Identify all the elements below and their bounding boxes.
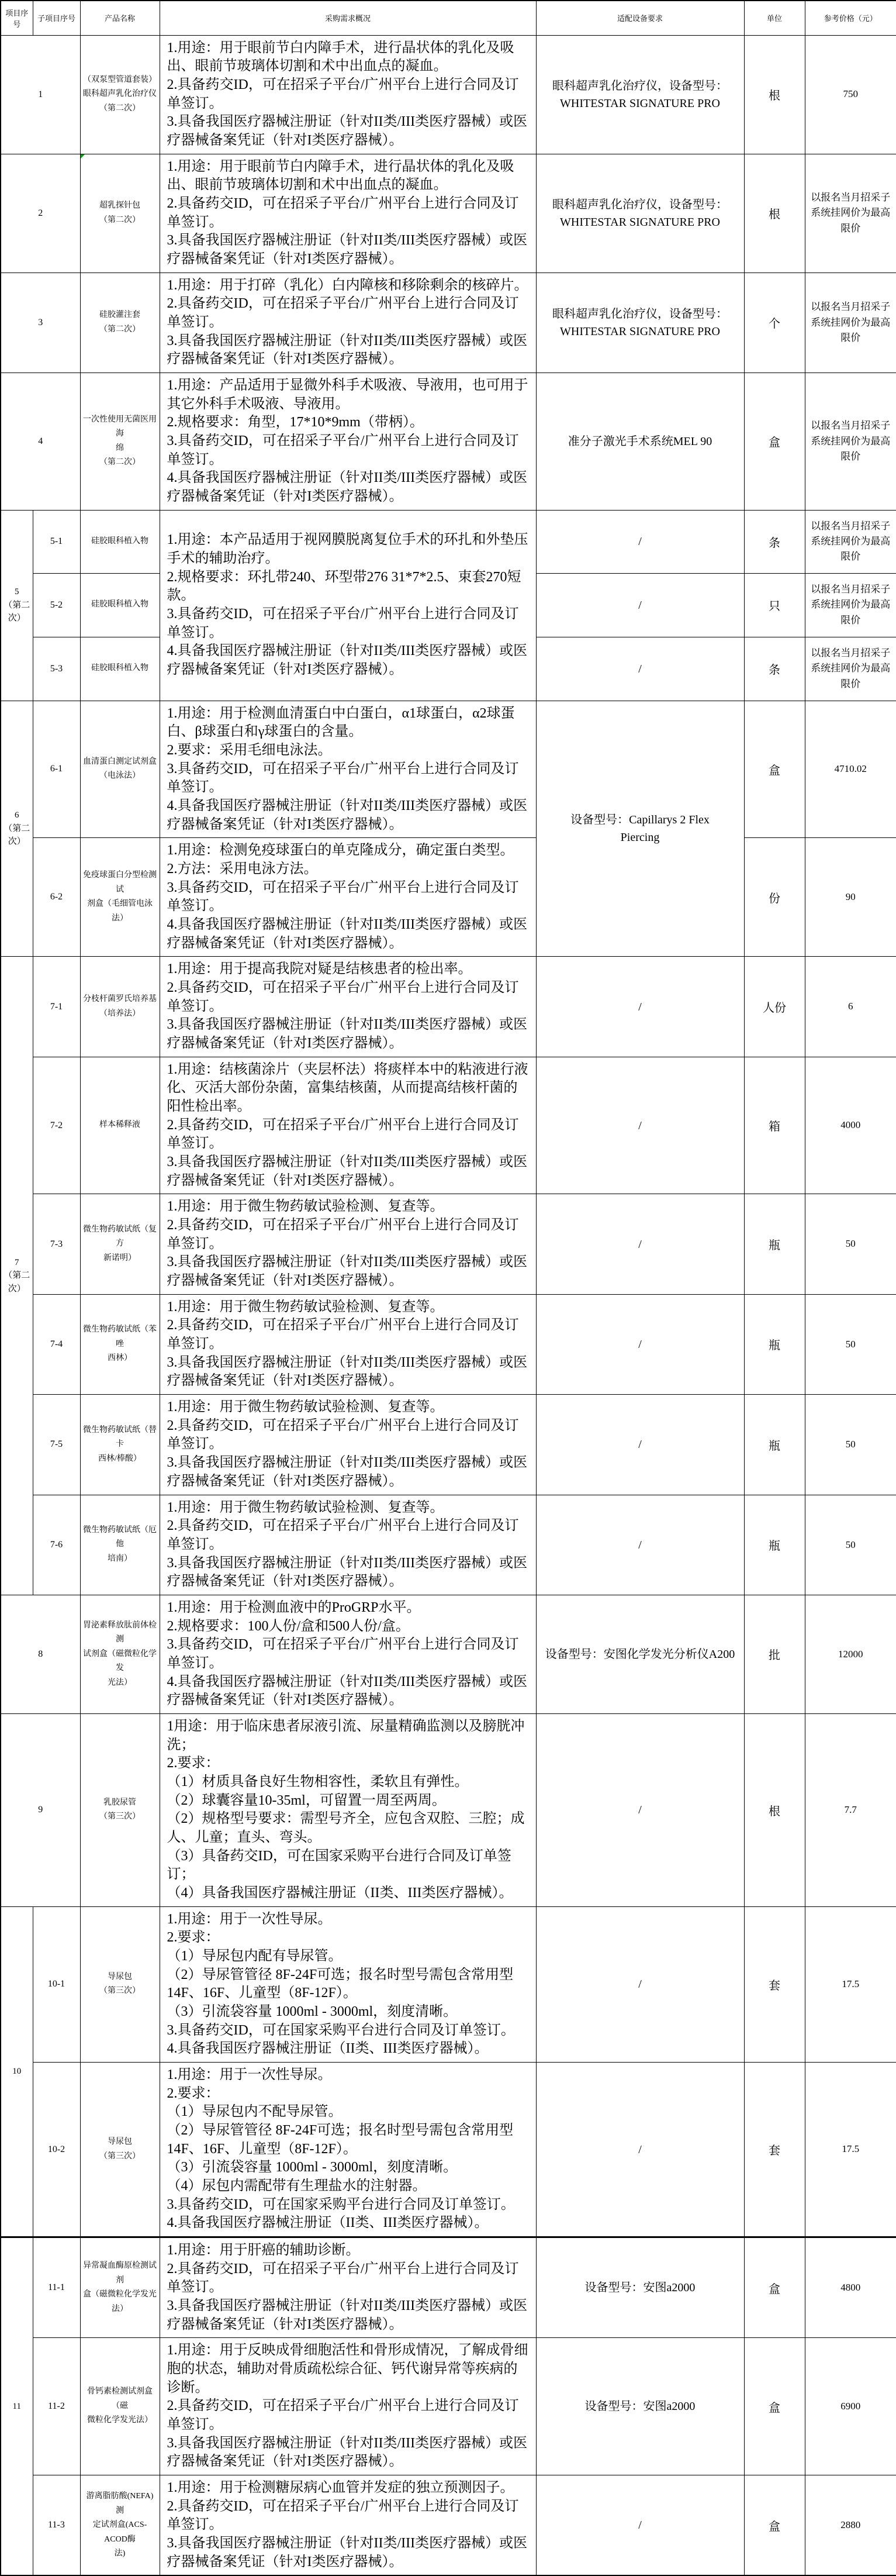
cell-price: 以报名当月招采子 系统挂网价为最高 限价 <box>805 154 896 273</box>
cell-price: 以报名当月招采子 系统挂网价为最高 限价 <box>805 637 896 701</box>
cell-subproject-no: 7-1 <box>33 957 80 1057</box>
cell-subproject-no: 5-2 <box>33 573 80 637</box>
cell-subproject-no: 6-2 <box>33 838 80 957</box>
cell-requirements: 1.用途：本产品适用于视网膜脱离复位手术的环扎和外垫压手术的辅助治疗。 2.规格要求：环扎带240、环型带276 31*7*2.5、束套270短款。 3.具备药交ID，可在招采子平台/广州平台上进行合同及订单签订。 4.具备我国医疗器械注册证（针对II类/III类医疗器械）或医疗器械备案凭证（针对I类医疗器械）。 <box>160 510 536 701</box>
cell-product-name: 血清蛋白测定试剂盒 （电泳法） <box>80 701 160 838</box>
cell-requirements: 1.用途：用于微生物药敏试验检测、复查等。 2.具备药交ID，可在招采子平台/广州平台上进行合同及订单签订。 3.具备我国医疗器械注册证（针对II类/III类医疗器械）或医疗器械备案凭证（针对I类医疗器械）。 <box>160 1194 536 1294</box>
cell-unit: 盒 <box>744 701 805 838</box>
cell-product-name: 硅胶灌注套 （第二次） <box>80 273 160 373</box>
cell-subproject-no: 5-3 <box>33 637 80 701</box>
cell-requirements: 1.用途：用于打碎（乳化）白内障核和移除剩余的核碎片。 2.具备药交ID，可在招采子平台/广州平台上进行合同及订单签订。 3.具备我国医疗器械注册证（针对II类/III类医疗器械）或医疗器械备案凭证（针对I类医疗器械）。 <box>160 273 536 373</box>
table-row <box>1 2475 896 2576</box>
cell-subproject-no: 7-6 <box>33 1495 80 1595</box>
cell-requirements: 1.用途：用于眼前节白内障手术，进行晶状体的乳化及吸出、眼前节玻璃体切割和术中出血点的凝血。 2.具备药交ID，可在招采子平台/广州平台上进行合同及订单签订。 3.具备我国医疗器械注册证（针对II类/III类医疗器械）或医疗器械备案凭证（针对I类医疗器械）。 <box>160 154 536 273</box>
cell-unit: 条 <box>744 510 805 573</box>
table-row <box>1 1194 896 1294</box>
cell-product-name: 胃泌素释放肽前体检测 试剂盒（磁微粒化学发 光法） <box>80 1595 160 1713</box>
cell-product-name: 微生物药敏试纸（替卡 西林/棒酸） <box>80 1395 160 1495</box>
cell-device-requirement: / <box>536 1495 744 1595</box>
cell-unit: 根 <box>744 1713 805 1906</box>
cell-unit: 批 <box>744 1595 805 1713</box>
cell-price: 以报名当月招采子 系统挂网价为最高 限价 <box>805 573 896 637</box>
table-row <box>1 1495 896 1595</box>
cell-product-name: 游离脂肪酸(NEFA)测 定试剂盒(ACS-ACOD酶 法) <box>80 2475 160 2576</box>
cell-device-requirement: 设备型号：安图a2000 <box>536 2237 744 2338</box>
cell-product-name: 乳胶尿管 （第三次） <box>80 1713 160 1906</box>
cell-unit: 盒 <box>744 2475 805 2576</box>
cell-device-requirement: / <box>536 573 744 637</box>
table-row <box>1 1713 896 1906</box>
cell-product-name: 硅胶眼科植入物 <box>80 637 160 701</box>
cell-price: 90 <box>805 838 896 957</box>
cell-subproject-no: 11-2 <box>33 2338 80 2475</box>
cell-project-no: 8 <box>1 1595 80 1713</box>
cell-device-requirement: / <box>536 1194 744 1294</box>
cell-product-name: 免疫球蛋白分型检测试 剂盒（毛细管电泳法） <box>80 838 160 957</box>
table-row <box>1 2237 896 2338</box>
table-row <box>1 2338 896 2475</box>
cell-project-no: 1 <box>1 35 80 154</box>
cell-unit: 盒 <box>744 2237 805 2338</box>
cell-device-requirement: 眼科超声乳化治疗仪，设备型号： WHITESTAR SIGNATURE PRO <box>536 35 744 154</box>
cell-device-requirement: / <box>536 1294 744 1394</box>
cell-requirements: 1.用途：检测免疫球蛋白的单克隆成分，确定蛋白类型。 2.方法：采用电泳方法。 3.具备药交ID，可在招采子平台/广州平台上进行合同及订单签订。 4.具备我国医疗器械注册证（针对II类/III类医疗器械）或医疗器械备案凭证（针对I类医疗器械）。 <box>160 838 536 957</box>
cell-requirements: 1.用途：结核菌涂片（夹层杯法）将痰样本中的粘液进行液化、灭活大部份杂菌，富集结核菌，从而提高结核杆菌的阳性检出率。 2.具备药交ID，可在招采子平台/广州平台上进行合同及订单签订。 3.具备我国医疗器械注册证（针对II类/III类医疗器械）或医疗器械备案凭证（针对I类医疗器械）。 <box>160 1057 536 1194</box>
cell-unit: 根 <box>744 154 805 273</box>
cell-price: 以报名当月招采子 系统挂网价为最高 限价 <box>805 373 896 510</box>
table-row <box>1 2062 896 2237</box>
cell-project-no: 2 <box>1 154 80 273</box>
cell-product-name: 导尿包 （第三次） <box>80 1906 160 2062</box>
cell-device-requirement: / <box>536 957 744 1057</box>
cell-price: 50 <box>805 1294 896 1394</box>
cell-device-requirement: 眼科超声乳化治疗仪，设备型号： WHITESTAR SIGNATURE PRO <box>536 154 744 273</box>
cell-device-requirement: / <box>536 2475 744 2576</box>
cell-requirements: 1.用途：用于反映成骨细胞活性和骨形成情况，了解成骨细胞的状态，辅助对骨质疏松综合征、钙代谢异常等疾病的诊断。 2.具备药交ID，可在招采子平台/广州平台上进行合同及订单签订。 3.具备我国医疗器械注册证（针对II类/III类医疗器械）或医疗器械备案凭证（针对I类医疗器械）。 <box>160 2338 536 2475</box>
cell-requirements: 1.用途：用于提高我院对疑是结核患者的检出率。 2.具备药交ID，可在招采子平台/广州平台上进行合同及订单签订。 3.具备我国医疗器械注册证（针对II类/III类医疗器械）或医疗器械备案凭证（针对I类医疗器械）。 <box>160 957 536 1057</box>
cell-price: 6900 <box>805 2338 896 2475</box>
cell-product-name: 骨钙素检测试剂盒（磁 微粒化学发光法） <box>80 2338 160 2475</box>
cell-project-no: 9 <box>1 1713 80 1906</box>
cell-requirements: 1.用途：产品适用于显微外科手术吸液、导液用，也可用于其它外科手术吸液、导液用。 2.规格要求：角型，17*10*9mm（带柄）。 3.具备药交ID，可在招采子平台/广州平台上进行合同及订单签订。 4.具备我国医疗器械注册证（针对II类/III类医疗器械）或医疗器械备案凭证（针对I类医疗器械）。 <box>160 373 536 510</box>
cell-price: 17.5 <box>805 1906 896 2062</box>
cell-price: 4800 <box>805 2237 896 2338</box>
cell-requirements: 1.用途：用于检测血清蛋白中白蛋白，α1球蛋白，α2球蛋白、β球蛋白和γ球蛋白的含量。 2.要求：采用毛细电泳法。 3.具备药交ID，可在招采子平台/广州平台上进行合同及订单签订。 4.具备我国医疗器械注册证（针对II类/III类医疗器械）或医疗器械备案凭证（针对I类医疗器械）。 <box>160 701 536 838</box>
cell-price: 750 <box>805 35 896 154</box>
cell-unit: 个 <box>744 273 805 373</box>
cell-price: 2880 <box>805 2475 896 2576</box>
cell-price: 4710.02 <box>805 701 896 838</box>
col-header-requirements: 采购需求概况 <box>160 1 536 35</box>
cell-subproject-no: 10-1 <box>33 1906 80 2062</box>
cell-unit: 条 <box>744 637 805 701</box>
cell-product-name: 微生物药敏试纸（厄他 培南） <box>80 1495 160 1595</box>
cell-requirements: 1.用途：用于一次性导尿。 2.要求： （1）导尿包内不配导尿管。 （2）导尿管管径 8F-24F可选；报名时型号需包含常用型14F、16F、儿童型（8F-12F）。 （3）引流袋容量 1000ml - 3000ml，刻度清晰。 （4）尿包内需配带有生理盐水的注射器。 3.具备药交ID，可在国家采购平台进行合同及订单签订。 4.具备我国医疗器械注册证（II类、III类医疗器械）。 <box>160 2062 536 2237</box>
table-row <box>1 1906 896 2062</box>
cell-device-requirement: / <box>536 1395 744 1495</box>
cell-product-name: （双泵型管道套装） 眼科超声乳化治疗仪 （第二次） <box>80 35 160 154</box>
cell-device-requirement: / <box>536 637 744 701</box>
cell-unit: 瓶 <box>744 1395 805 1495</box>
cell-device-requirement: / <box>536 1057 744 1194</box>
cell-price: 6 <box>805 957 896 1057</box>
cell-subproject-no: 11-1 <box>33 2237 80 2338</box>
cell-unit: 瓶 <box>744 1294 805 1394</box>
cell-subproject-no: 5-1 <box>33 510 80 573</box>
cell-product-name: 硅胶眼科植入物 <box>80 510 160 573</box>
cell-unit: 瓶 <box>744 1194 805 1294</box>
col-header-unit: 单位 <box>744 1 805 35</box>
cell-project-group-no: 11 <box>1 2237 33 2576</box>
cell-product-name: 硅胶眼科植入物 <box>80 573 160 637</box>
cell-unit: 盒 <box>744 373 805 510</box>
cell-device-requirement: 设备型号：安图a2000 <box>536 2338 744 2475</box>
cell-subproject-no: 10-2 <box>33 2062 80 2237</box>
cell-price: 以报名当月招采子 系统挂网价为最高 限价 <box>805 510 896 573</box>
cell-product-name: 分枝杆菌罗氏培养基 （培养法） <box>80 957 160 1057</box>
cell-project-group-no: 6 （第二 次） <box>1 701 33 957</box>
cell-device-requirement: 设备型号：安图化学发光分析仪A200 <box>536 1595 744 1713</box>
cell-subproject-no: 7-3 <box>33 1194 80 1294</box>
cell-device-requirement: / <box>536 510 744 573</box>
header-row <box>1 1 896 35</box>
cell-price: 以报名当月招采子 系统挂网价为最高 限价 <box>805 273 896 373</box>
table-row <box>1 154 896 273</box>
table-row <box>1 1294 896 1394</box>
cell-requirements: 1.用途：用于肝癌的辅助诊断。 2.具备药交ID，可在招采子平台/广州平台上进行合同及订单签订。 3.具备我国医疗器械注册证（针对II类/III类医疗器械）或医疗器械备案凭证（针对I类医疗器械）。 <box>160 2237 536 2338</box>
col-header-product-name: 产品名称 <box>80 1 160 35</box>
cell-product-name: 微生物药敏试纸（苯唑 西林） <box>80 1294 160 1394</box>
cell-device-requirement: / <box>536 1906 744 2062</box>
cell-requirements: 1.用途：用于微生物药敏试验检测、复查等。 2.具备药交ID，可在招采子平台/广州平台上进行合同及订单签订。 3.具备我国医疗器械注册证（针对II类/III类医疗器械）或医疗器械备案凭证（针对I类医疗器械）。 <box>160 1495 536 1595</box>
table-row <box>1 1595 896 1713</box>
cell-subproject-no: 7-4 <box>33 1294 80 1394</box>
cell-requirements: 1.用途：用于微生物药敏试验检测、复查等。 2.具备药交ID，可在招采子平台/广州平台上进行合同及订单签订。 3.具备我国医疗器械注册证（针对II类/III类医疗器械）或医疗器械备案凭证（针对I类医疗器械）。 <box>160 1294 536 1394</box>
cell-project-group-no: 10 <box>1 1906 33 2237</box>
cell-requirements: 1.用途：用于一次性导尿。 2.要求： （1）导尿包内配有导尿管。 （2）导尿管管径 8F-24F可选；报名时型号需包含常用型14F、16F、儿童型（8F-12F）。 （3）引流袋容量 1000ml - 3000ml，刻度清晰。 3.具备药交ID，可在国家采购平台进行合同及订单签订。 4.具备我国医疗器械注册证（II类、III类医疗器械）。 <box>160 1906 536 2062</box>
cell-price: 50 <box>805 1194 896 1294</box>
cell-project-no: 3 <box>1 273 80 373</box>
cell-unit: 箱 <box>744 1057 805 1194</box>
table-row <box>1 838 896 957</box>
cell-requirements: 1.用途：用于检测糖尿病心血管并发症的独立预测因子。 2.具备药交ID，可在招采子平台/广州平台上进行合同及订单签订。 3.具备我国医疗器械注册证（针对II类/III类医疗器械）或医疗器械备案凭证（针对I类医疗器械）。 <box>160 2475 536 2576</box>
cell-product-name: 异常凝血酶原检测试剂 盒（磁微粒化学发光 法） <box>80 2237 160 2338</box>
cell-device-requirement: 设备型号：Capillarys 2 Flex Piercing <box>536 701 744 957</box>
col-header-project-no: 项目序号 <box>1 1 33 35</box>
cell-unit: 份 <box>744 838 805 957</box>
cell-unit: 套 <box>744 1906 805 2062</box>
cell-subproject-no: 11-3 <box>33 2475 80 2576</box>
cell-unit: 根 <box>744 35 805 154</box>
cell-subproject-no: 6-1 <box>33 701 80 838</box>
cell-unit: 人份 <box>744 957 805 1057</box>
cell-unit: 套 <box>744 2062 805 2237</box>
table-row <box>1 701 896 838</box>
table-row <box>1 1395 896 1495</box>
cell-price: 17.5 <box>805 2062 896 2237</box>
cell-requirements: 1.用途：用于眼前节白内障手术，进行晶状体的乳化及吸出、眼前节玻璃体切割和术中出血点的凝血。 2.具备药交ID，可在招采子平台/广州平台上进行合同及订单签订。 3.具备我国医疗器械注册证（针对II类/III类医疗器械）或医疗器械备案凭证（针对I类医疗器械）。 <box>160 35 536 154</box>
cell-product-name: 超乳探针包 （第二次） <box>80 154 160 273</box>
cell-product-name: 样本稀释液 <box>80 1057 160 1194</box>
cell-device-requirement: 眼科超声乳化治疗仪，设备型号： WHITESTAR SIGNATURE PRO <box>536 273 744 373</box>
cell-product-name: 导尿包 （第三次） <box>80 2062 160 2237</box>
cell-price: 7.7 <box>805 1713 896 1906</box>
table-row <box>1 273 896 373</box>
table-row <box>1 1057 896 1194</box>
table-row <box>1 957 896 1057</box>
cell-requirements: 1用途：用于临床患者尿液引流、尿量精确监测以及膀胱冲洗； 2.要求： （1）材质具备良好生物相容性，柔软且有弹性。 （2）球囊容量10-35ml，可留置一周至两周。 （2）规格型号要求：需型号齐全，应包含双腔、三腔；成人、儿童；直头、弯头。 （3）具备药交ID，可在国家采购平台进行合同及订单签订； （4）具备我国医疗器械注册证（II类、III类医疗器械）。 <box>160 1713 536 1906</box>
col-header-price: 参考价格（元） <box>805 1 896 35</box>
cell-price: 50 <box>805 1395 896 1495</box>
cell-price: 4000 <box>805 1057 896 1194</box>
table-row <box>1 510 896 573</box>
cell-unit: 瓶 <box>744 1495 805 1595</box>
cell-price: 50 <box>805 1495 896 1595</box>
col-header-subproject-no: 子项目序号 <box>33 1 80 35</box>
cell-device-requirement: / <box>536 2062 744 2237</box>
col-header-device: 适配设备要求 <box>536 1 744 35</box>
cell-unit: 只 <box>744 573 805 637</box>
cell-requirements: 1.用途：用于微生物药敏试验检测、复查等。 2.具备药交ID，可在招采子平台/广州平台上进行合同及订单签订。 3.具备我国医疗器械注册证（针对II类/III类医疗器械）或医疗器械备案凭证（针对I类医疗器械）。 <box>160 1395 536 1495</box>
cell-device-requirement: / <box>536 1713 744 1906</box>
cell-project-no: 4 <box>1 373 80 510</box>
cell-price: 12000 <box>805 1595 896 1713</box>
cell-product-name: 一次性使用无菌医用海 绵 （第二次） <box>80 373 160 510</box>
cell-unit: 盒 <box>744 2338 805 2475</box>
table-row <box>1 373 896 510</box>
cell-requirements: 1.用途：用于检测血液中的ProGRP水平。 2.规格要求：100人份/盒和500人份/盒。 3.具备药交ID，可在招采子平台/广州平台上进行合同及订单签订。 4.具备我国医疗器械注册证（针对II类/III类医疗器械）或医疗器械备案凭证（针对I类医疗器械）。 <box>160 1595 536 1713</box>
cell-subproject-no: 7-5 <box>33 1395 80 1495</box>
cell-project-group-no: 7 （第二 次） <box>1 957 33 1595</box>
cell-project-group-no: 5 （第二 次） <box>1 510 33 701</box>
cell-subproject-no: 7-2 <box>33 1057 80 1194</box>
cell-device-requirement: 准分子激光手术系统MEL 90 <box>536 373 744 510</box>
cell-product-name: 微生物药敏试纸（复方 新诺明） <box>80 1194 160 1294</box>
table-row <box>1 35 896 154</box>
